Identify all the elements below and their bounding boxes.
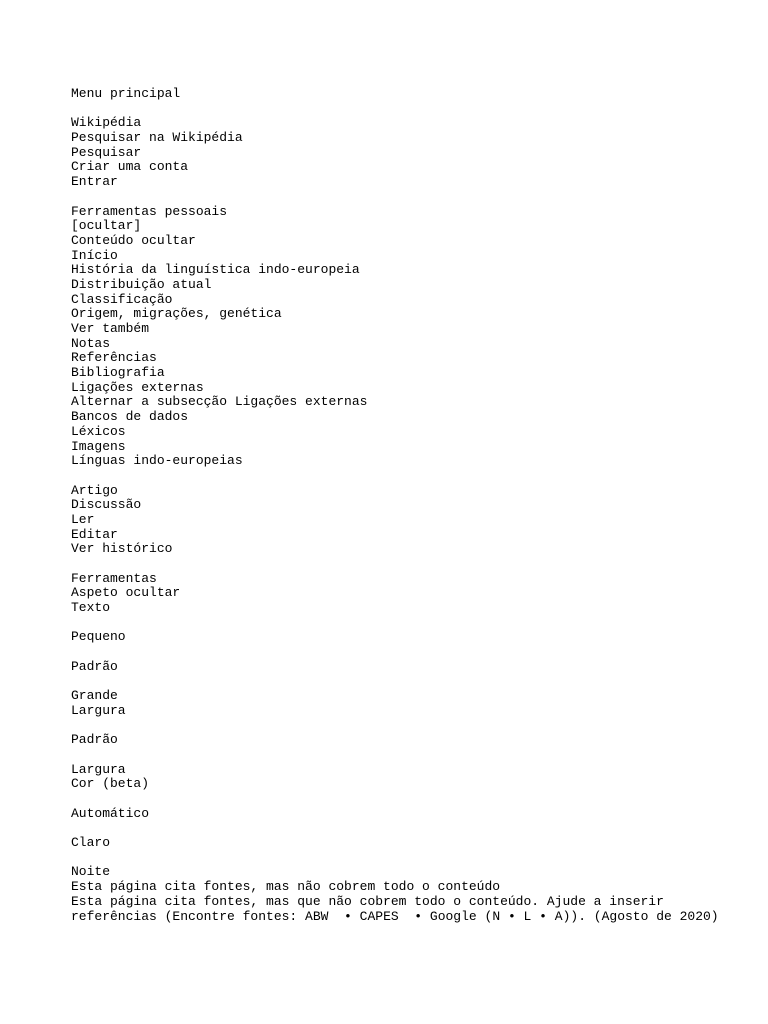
width-wide-option[interactable]: Largura (71, 761, 126, 777)
bullet-separator: • (398, 908, 430, 924)
spacer (71, 616, 751, 631)
color-light-option[interactable]: Claro (71, 835, 111, 851)
search-input[interactable]: Pesquisar na Wikipédia (71, 130, 243, 146)
notice-sources-prefix: referências (Encontre fontes: (71, 908, 306, 924)
text-size-small-option[interactable]: Pequeno (71, 629, 126, 645)
bullet-separator: • (328, 908, 360, 924)
tools-menu[interactable]: Ferramentas (71, 570, 157, 586)
toc-item[interactable]: Distribuição atual (71, 276, 212, 292)
personal-tools-menu[interactable]: Ferramentas pessoais (71, 203, 228, 219)
notice-sources-line (71, 910, 751, 925)
spacer (71, 792, 751, 807)
bullet-separator: • (531, 908, 555, 924)
toc-item[interactable]: Bibliografia (71, 365, 165, 381)
login-link[interactable]: Entrar (71, 174, 118, 190)
main-menu-button[interactable]: Menu principal (71, 86, 181, 101)
color-dark-option[interactable]: Noite (71, 864, 111, 880)
toc-item[interactable]: Classificação (71, 291, 173, 307)
toc-subitem[interactable]: Léxicos (71, 423, 126, 439)
paren-open: ( (476, 908, 493, 924)
text-size-standard-option[interactable]: Padrão (71, 658, 118, 674)
spacer (71, 102, 751, 117)
notice-title: Esta página cita fontes, mas não cobrem todo o conteúdo (71, 879, 501, 895)
paren-close: )) (562, 908, 579, 924)
color-auto-option[interactable]: Automático (71, 805, 150, 821)
toc-item[interactable]: Origem, migrações, genética (71, 306, 282, 322)
width-standard-option[interactable]: Padrão (71, 732, 118, 748)
spacer (71, 748, 751, 763)
spacer (71, 821, 751, 836)
spacer (71, 851, 751, 866)
tab-edit[interactable]: Editar (71, 526, 118, 542)
page-content (71, 87, 751, 924)
toc-subsection-toggle[interactable]: Alternar a subsecção Ligações externas (71, 394, 368, 410)
text-size-large-option[interactable]: Grande (71, 688, 118, 704)
toc-item[interactable]: Referências (71, 350, 157, 366)
toc-item[interactable]: Ver também (71, 321, 150, 336)
toc-subitem[interactable]: Imagens (71, 438, 126, 454)
toc-item[interactable]: História da linguística indo-europeia (71, 262, 360, 278)
spacer (71, 190, 751, 205)
source-google-news-link[interactable]: N (492, 908, 501, 924)
spacer (71, 675, 751, 690)
source-google-books-link[interactable]: L (523, 908, 532, 924)
toc-item[interactable]: Início (71, 247, 118, 263)
search-button[interactable]: Pesquisar (71, 144, 142, 160)
width-label: Largura (71, 702, 126, 718)
page-title: Línguas indo-europeias (71, 453, 243, 469)
tab-article[interactable]: Artigo (71, 482, 118, 498)
toc-hide-button[interactable]: [ocultar] (71, 218, 142, 234)
tab-history[interactable]: Ver histórico (71, 541, 173, 557)
tab-read[interactable]: Ler (71, 511, 95, 527)
toc-item[interactable]: Ligações externas (71, 379, 204, 395)
notice-body-line: Esta página cita fontes, mas que não cobrem todo o conteúdo. Ajude a inserir (71, 893, 664, 909)
spacer (71, 557, 751, 572)
source-abw-link[interactable]: ABW (305, 908, 329, 924)
site-logo-link[interactable]: Wikipédia (71, 115, 142, 131)
text-size-label: Texto (71, 600, 111, 616)
spacer (71, 645, 751, 660)
source-google-link[interactable]: Google (429, 908, 477, 924)
bullet-separator: • (500, 908, 524, 924)
toc-subitem[interactable]: Bancos de dados (71, 409, 189, 425)
source-capes-link[interactable]: CAPES (359, 908, 399, 924)
color-label: Cor (beta) (71, 776, 150, 792)
spacer (71, 469, 751, 484)
notice-date: . (Agosto de 2020) (578, 908, 719, 924)
toc-item[interactable]: Notas (71, 335, 111, 351)
appearance-heading[interactable]: Aspeto ocultar (71, 585, 181, 601)
create-account-link[interactable]: Criar uma conta (71, 159, 189, 175)
spacer (71, 719, 751, 734)
source-google-scholar-link[interactable]: A (554, 908, 563, 924)
toc-heading: Conteúdo ocultar (71, 232, 196, 248)
tab-discussion[interactable]: Discussão (71, 497, 142, 513)
